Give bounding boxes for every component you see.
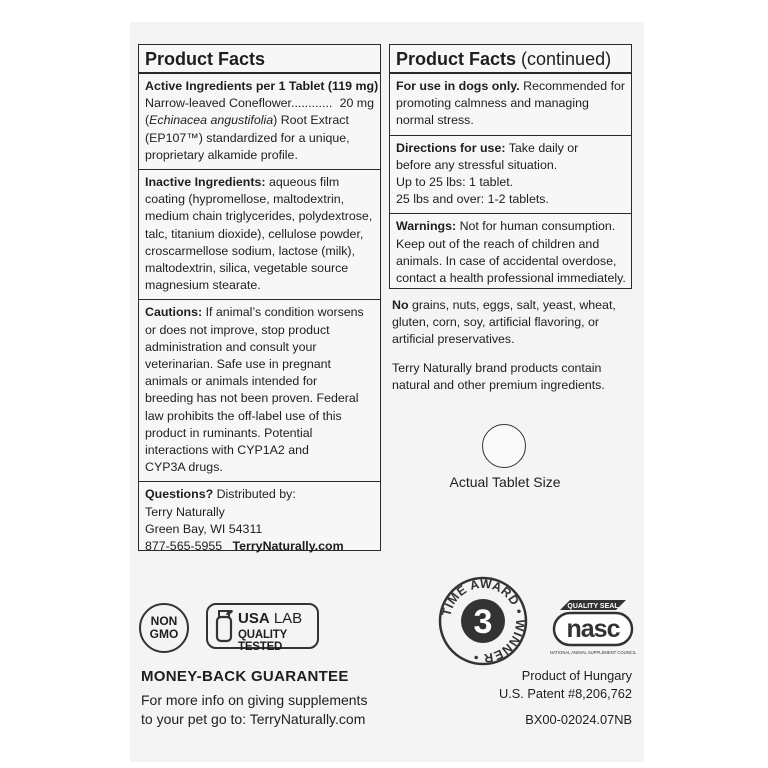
more-info-line-1: For more info on giving supplements bbox=[141, 692, 368, 708]
nasc-quality-seal bbox=[548, 588, 638, 658]
cautions-line: administration and consult your bbox=[145, 339, 317, 354]
cautions-line: breeding has not been proven. Federal bbox=[145, 391, 359, 406]
money-back-guarantee: MONEY-BACK GUARANTEE bbox=[141, 668, 349, 685]
product-origin: Product of Hungary bbox=[521, 668, 632, 683]
non-gmo-badge bbox=[139, 603, 189, 653]
gmo-text: GMO bbox=[149, 627, 179, 641]
use-line: promoting calmness and managing bbox=[396, 96, 589, 111]
time-award-badge bbox=[438, 576, 528, 666]
inactive-line: medium chain triglycerides, polydextrose, bbox=[145, 209, 373, 224]
active-ingredients-heading: Active Ingredients per 1 Tablet (119 mg) bbox=[145, 79, 379, 93]
directions-line: Up to 25 lbs: 1 tablet. bbox=[396, 175, 514, 190]
title-text: Product Facts bbox=[396, 49, 517, 69]
inactive-line: talc, titanium dioxide), cellulose powder, bbox=[145, 226, 364, 241]
award-number: 3 bbox=[473, 603, 493, 641]
latin-name: Echinacea angustifolia bbox=[149, 113, 274, 128]
cautions-line: animals or animals intended for bbox=[145, 374, 318, 389]
continued-text: (continued) bbox=[516, 49, 612, 69]
warnings-first: Not for human consumption. bbox=[456, 219, 616, 234]
ingredient-dots: ............ bbox=[291, 96, 333, 111]
product-facts-title: Product Facts bbox=[139, 45, 380, 74]
product-code: BX00-02024.07NB bbox=[525, 712, 632, 727]
cautions-line: product in ruminants. Potential bbox=[145, 425, 313, 440]
inactive-line: maltodextrin, silica, vegetable source bbox=[145, 261, 349, 276]
nasc-letters: nasc bbox=[566, 615, 620, 643]
warnings-line: contact a health professional immediately. bbox=[396, 271, 626, 286]
directions-section bbox=[390, 136, 631, 215]
free-from-statement bbox=[392, 297, 616, 349]
active-ingredients-section bbox=[139, 74, 380, 170]
use-section bbox=[390, 74, 631, 136]
cautions-label: Cautions: bbox=[145, 305, 203, 320]
ingredient-row bbox=[145, 95, 374, 112]
non-text: NON bbox=[150, 614, 178, 628]
cautions-section bbox=[139, 300, 380, 482]
award-ring-text: TIME AWARD • WINNER • bbox=[439, 576, 528, 666]
tablet-size-circle bbox=[482, 424, 526, 468]
usa-lab-tested-badge bbox=[206, 603, 319, 653]
warnings-section bbox=[390, 214, 631, 292]
lab-text: LAB bbox=[269, 610, 303, 627]
inactive-line: magnesium stearate. bbox=[145, 278, 261, 293]
cautions-line: or does not improve, stop product bbox=[145, 322, 330, 337]
tablet-size-label: Actual Tablet Size bbox=[449, 474, 561, 490]
use-first: Recommended for bbox=[519, 79, 626, 93]
inactive-line: coating (hypromellose, maltodextrin, bbox=[145, 192, 345, 207]
distributed-by: Distributed by: bbox=[213, 487, 296, 502]
nasc-seal-text: QUALITY SEAL bbox=[567, 603, 619, 610]
product-facts-continued-box bbox=[389, 44, 632, 289]
directions-first: Take daily or bbox=[505, 140, 579, 155]
ingredient-amount: 20 mg bbox=[339, 96, 374, 111]
patent-number: U.S. Patent #8,206,762 bbox=[498, 686, 632, 701]
inactive-ingredients-section bbox=[139, 170, 380, 300]
bottle-icon bbox=[214, 609, 234, 645]
use-line: normal stress. bbox=[396, 113, 474, 128]
quality-tested-text: QUALITY TESTED bbox=[238, 629, 287, 653]
no-line: artificial preservatives. bbox=[392, 332, 515, 347]
directions-line: before any stressful situation. bbox=[396, 157, 558, 172]
company-name: Terry Naturally bbox=[145, 504, 225, 519]
brand-statement bbox=[392, 360, 605, 394]
website-link: TerryNaturally.com bbox=[232, 539, 344, 554]
use-label: For use in dogs only. bbox=[396, 79, 520, 93]
ingredient-line-4: proprietary alkamide profile. bbox=[145, 147, 298, 162]
brand-line: Terry Naturally brand products contain bbox=[392, 361, 602, 375]
cautions-line: veterinarian. Safe use in pregnant bbox=[145, 357, 331, 372]
origin-block bbox=[499, 667, 632, 703]
directions-label: Directions for use: bbox=[396, 140, 506, 155]
usa-text: USA bbox=[238, 610, 270, 627]
inactive-label: Inactive Ingredients: bbox=[145, 175, 266, 190]
warnings-label: Warnings: bbox=[396, 219, 457, 234]
ingredient-name: Narrow-leaved Coneflower bbox=[145, 96, 292, 111]
brand-line: natural and other premium ingredients. bbox=[392, 378, 605, 393]
no-first: grains, nuts, eggs, salt, yeast, wheat, bbox=[408, 298, 616, 312]
nasc-council-text: NATIONAL ANIMAL SUPPLEMENT COUNCIL bbox=[549, 650, 637, 655]
product-facts-continued-title bbox=[390, 45, 631, 74]
cautions-line: CYP3A drugs. bbox=[145, 460, 223, 475]
warnings-line: Keep out of the reach of children and bbox=[396, 236, 600, 251]
inactive-first: aqueous film bbox=[265, 175, 340, 190]
ingredient-latin-line bbox=[145, 112, 374, 129]
root-extract: ) Root Extract bbox=[273, 113, 349, 128]
more-info-text bbox=[141, 691, 367, 729]
phone-number: 877-565-5955 bbox=[145, 539, 223, 554]
company-city: Green Bay, WI 54311 bbox=[145, 521, 263, 536]
inactive-line: croscarmellose sodium, lactose (milk), bbox=[145, 243, 356, 258]
no-label: No bbox=[392, 298, 409, 312]
questions-section bbox=[139, 482, 380, 560]
ingredient-line-3: (EP107™) standardized for a unique, bbox=[145, 130, 350, 145]
cautions-line: interactions with CYP1A2 and bbox=[145, 443, 309, 458]
warnings-line: animals. In case of accidental overdose, bbox=[396, 253, 617, 268]
usa-lab-text bbox=[238, 610, 302, 627]
more-info-line-2: to your pet go to: TerryNaturally.com bbox=[141, 711, 366, 727]
directions-line: 25 lbs and over: 1-2 tablets. bbox=[396, 192, 549, 207]
product-facts-box bbox=[138, 44, 381, 554]
no-line: gluten, corn, soy, artificial flavoring, or bbox=[392, 315, 600, 330]
cautions-line: law prohibits the off-label use of this bbox=[145, 408, 342, 423]
questions-label: Questions? bbox=[145, 487, 214, 502]
cautions-first: If animal’s condition worsens bbox=[202, 305, 364, 320]
paren: ( bbox=[145, 113, 150, 128]
